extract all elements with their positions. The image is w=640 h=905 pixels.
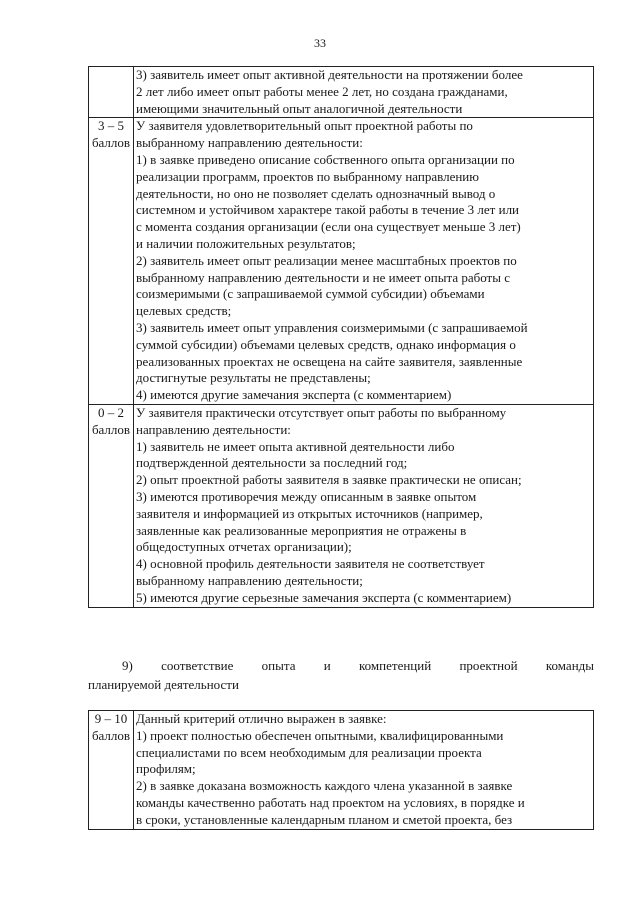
score-cell [89, 67, 134, 118]
criteria-table-9 [88, 710, 594, 830]
description-cell: Данный критерий отлично выражен в заявке: 1) проект полностью обеспечен опытными, квалифицированными специалистами по всем необходимым для реализации проекта профилям; 2) в заявке доказана возможность каждого члена указанной в заявке команды качественно работать над проектом на условиях, в порядке и в сроки, установленные календарным планом и сметой проекта, без [134, 711, 594, 830]
page-number: 33 [314, 36, 326, 50]
score-cell: 0 – 2 баллов [89, 404, 134, 607]
section-9-heading: 9) соответствие опыта и компетенций проектной команды планируемой деятельности [88, 658, 594, 692]
description-cell: 3) заявитель имеет опыт активной деятельности на протяжении более 2 лет либо имеет опыт работы менее 2 лет, но создана гражданами, имеющими значительный опыт аналогичной деятельности [134, 67, 594, 118]
criteria-table-8 [88, 66, 594, 608]
score-cell: 9 – 10 баллов [89, 711, 134, 830]
score-cell: 3 – 5 баллов [89, 118, 134, 405]
table-row [89, 404, 594, 607]
table-row [89, 67, 594, 118]
description-cell: У заявителя удовлетворительный опыт проектной работы по выбранному направлению деятельности: 1) в заявке приведено описание собственного опыта организации по реализации программ, проектов по выбранному направлению деятельности, но оно не позволяет сделать однозначный вывод о системном и устойчивом характере такой работы в течение 3 лет или с момента создания организации (если она существует меньше 3 лет) и наличии положительных результатов; 2) заявитель имеет опыт реализации менее масштабных проектов по выбранному направлению деятельности и не имеет опыта работы с соизмеримыми (с запрашиваемой суммой субсидии) объемами целевых средств; 3) заявитель имеет опыт управления соизмеримыми (с запрашиваемой суммой субсидии) объемами целевых средств, однако информация о реализованных проектах не освещена на сайте заявителя, заявленные достигнутые результаты не представлены; 4) имеются другие замечания эксперта (с комментарием) [134, 118, 594, 405]
description-cell: У заявителя практически отсутствует опыт работы по выбранному направлению деятельности: 1) заявитель не имеет опыта активной деятельности либо подтвержденной деятельности за последний год; 2) опыт проектной работы заявителя в заявке практически не описан; 3) имеются противоречия между описанным в заявке опытом заявителя и информацией из открытых источников (например, заявленные как реализованные мероприятия не отражены в общедоступных отчетах организации); 4) основной профиль деятельности заявителя не соответствует выбранному направлению деятельности; 5) имеются другие серьезные замечания эксперта (с комментарием) [134, 404, 594, 607]
table-row [89, 711, 594, 830]
table-row [89, 118, 594, 405]
